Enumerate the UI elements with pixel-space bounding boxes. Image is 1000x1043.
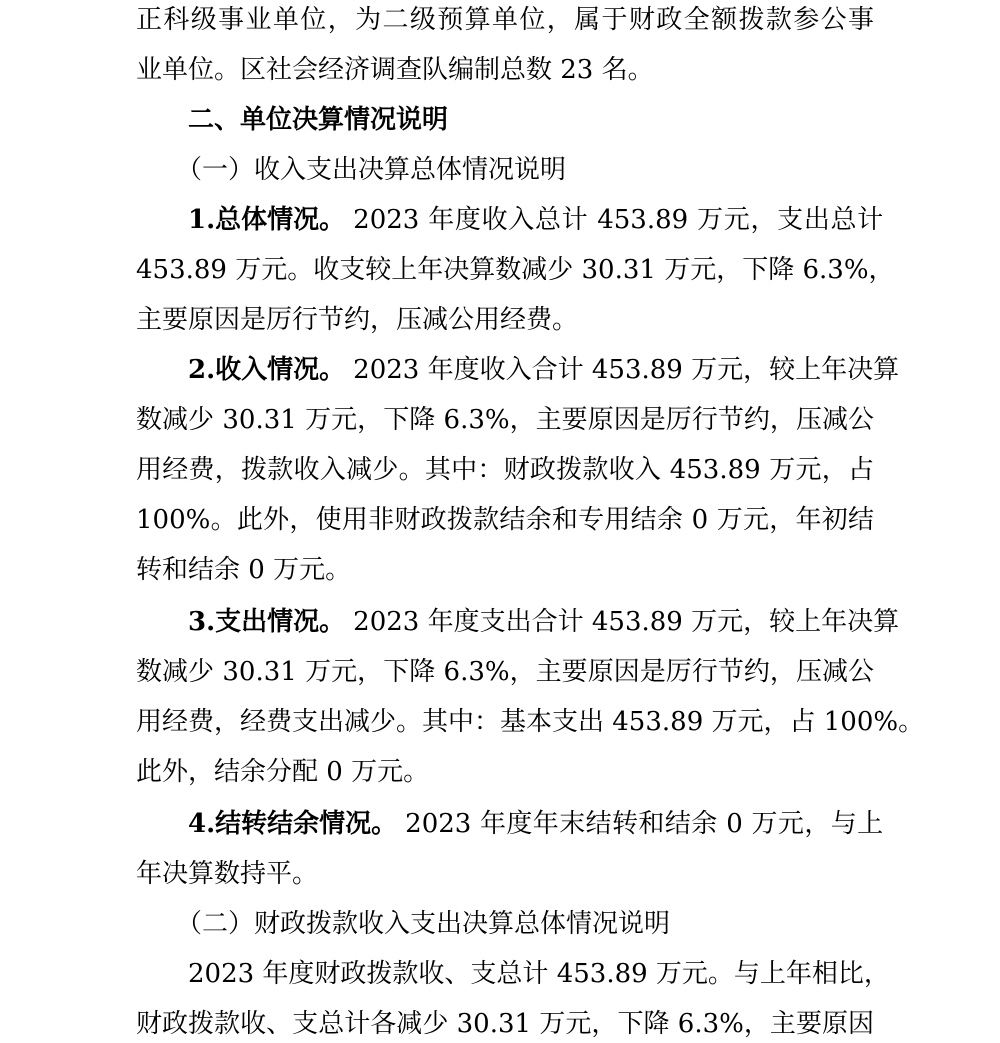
paragraph-income: 2.收入情况。 2023 年度收入合计 453.89 万元，较上年决算 [188,355,900,385]
text-line: 主要原因是厉行节约，压减公用经费。 [136,305,579,335]
paragraph-expenditure: 3.支出情况。 2023 年度支出合计 453.89 万元，较上年决算 [188,607,900,637]
text-line: 用经费，拨款收入减少。其中：财政拨款收入 453.89 万元，占 [136,455,874,485]
text-line: 正科级事业单位，为二级预算单位，属于财政全额拨款参公事 [136,5,874,35]
text-line: 数减少 30.31 万元，下降 6.3%，主要原因是厉行节约，压减公 [136,657,874,687]
text-line: 数减少 30.31 万元，下降 6.3%，主要原因是厉行节约，压减公 [136,405,874,435]
subsection-heading: （一）收入支出决算总体情况说明 [176,155,567,185]
text-line: 用经费，经费支出减少。其中：基本支出 453.89 万元，占 100%。 [136,707,925,737]
paragraph-carryover: 4.结转结余情况。 2023 年度年末结转和结余 0 万元，与上 [188,809,884,839]
paragraph-overall: 1.总体情况。 2023 年度收入总计 453.89 万元，支出总计 [188,205,884,235]
section-heading: 二、单位决算情况说明 [188,105,449,135]
text-line: 业单位。区社会经济调查队编制总数 23 名。 [136,55,654,85]
text-line: 453.89 万元。收支较上年决算数减少 30.31 万元，下降 6.3%， [136,255,895,285]
subsection-heading: （二）财政拨款收入支出决算总体情况说明 [176,909,671,939]
text-line: 年决算数持平。 [136,859,319,889]
paragraph-fiscal: 2023 年度财政拨款收、支总计 453.89 万元。与上年相比， [188,959,890,989]
text-line: 财政拨款收、支总计各减少 30.31 万元，下降 6.3%，主要原因 [136,1009,874,1039]
text-line: 100%。此外，使用非财政拨款结余和专用结余 0 万元，年初结 [136,505,874,535]
text-line: 此外，结余分配 0 万元。 [136,757,430,787]
text-line: 转和结余 0 万元。 [136,555,352,585]
